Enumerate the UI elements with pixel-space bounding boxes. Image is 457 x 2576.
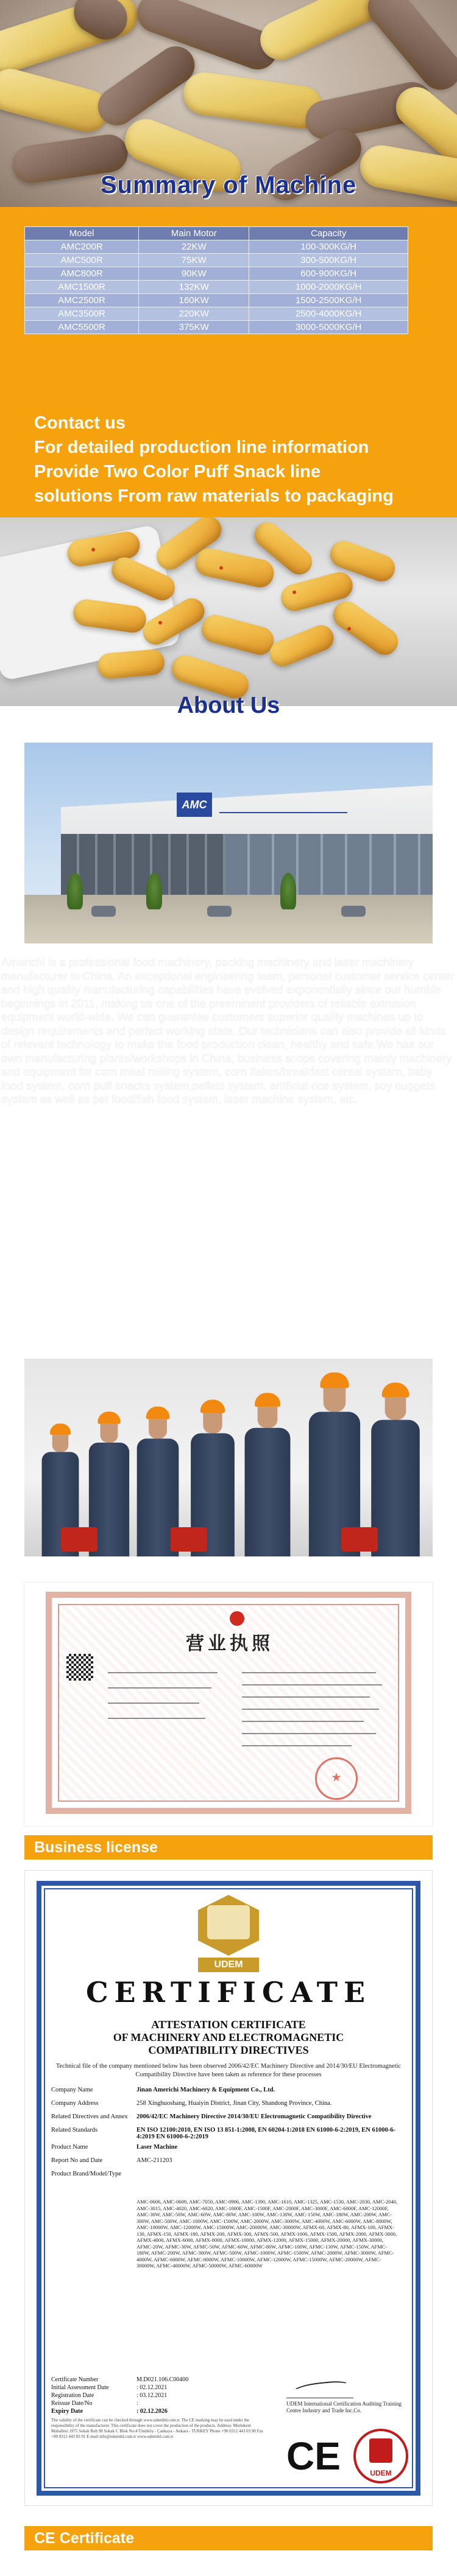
cert-date-row — [51, 2376, 264, 2384]
car-image — [91, 906, 116, 917]
certificate-note: Technical file of the company mentioned below has been observed 2006/42/EC Machinery Directive and 2014/30/EU Electromagnetic Compatibility Directive have been taken as reference for these processes — [55, 2063, 402, 2078]
cell-model: AMC200R — [25, 240, 139, 254]
cert-row — [51, 2127, 405, 2140]
cert-row — [51, 2087, 405, 2096]
license-text-line — [108, 1687, 211, 1689]
national-emblem-icon — [230, 1611, 244, 1626]
ce-certificate-label: CE Certificate — [24, 2526, 433, 2550]
seal-text: UDEM — [370, 2469, 392, 2477]
hero-banner — [0, 0, 457, 207]
cell-motor: 90KW — [139, 267, 249, 281]
header-main-motor: Main Motor — [139, 227, 249, 240]
puff-snack-image — [0, 64, 113, 136]
puff-snack-image — [180, 69, 325, 131]
table-row — [25, 254, 408, 267]
cell-motor: 22KW — [139, 240, 249, 254]
certificate-title: CERTIFICATE — [85, 1976, 372, 2009]
spice-dot — [91, 548, 95, 551]
cert-date-row — [51, 2400, 264, 2408]
certificate-dates — [51, 2376, 264, 2416]
license-title: 营业执照 — [186, 1633, 274, 1654]
contact-line: Provide Two Color Puff Snack line — [34, 462, 321, 481]
cert-key: Initial Assessment Date — [51, 2384, 109, 2391]
qr-code-icon — [66, 1654, 93, 1681]
building-glass — [225, 834, 433, 895]
cert-key: Company Address — [51, 2100, 99, 2107]
cert-key: Report No and Date — [51, 2157, 103, 2164]
puff-snack-image — [266, 621, 338, 670]
spice-dot — [292, 590, 296, 594]
cell-model: AMC1500R — [25, 281, 139, 294]
puff-snack-image — [96, 648, 165, 679]
building-windows — [61, 834, 225, 895]
header-capacity: Capacity — [249, 227, 408, 240]
contact-heading: Contact us — [34, 413, 126, 433]
license-text-line — [242, 1696, 370, 1698]
license-text-line — [242, 1721, 364, 1722]
engineer-team-photo — [24, 1359, 433, 1556]
cert-key: Certificate Number — [51, 2376, 99, 2383]
cert-row — [51, 2157, 405, 2167]
cell-motor: 220KW — [139, 307, 249, 321]
cell-motor: 132KW — [139, 281, 249, 294]
contact-line: For detailed production line information — [34, 438, 369, 457]
cert-value: : 03.12.2021 — [136, 2392, 168, 2399]
cert-key: Product Name — [51, 2144, 88, 2151]
engineer-figure — [245, 1393, 291, 1556]
cert-value: 2006/42/EC Machinery Directive 2014/30/EU Electromagnetic Compatibility Directive — [136, 2113, 372, 2120]
puff-snack-image — [199, 612, 277, 657]
cell-model: AMC2500R — [25, 294, 139, 307]
cert-row — [51, 2171, 405, 2180]
cell-motor: 75KW — [139, 254, 249, 267]
spice-dot — [219, 566, 223, 570]
engineer-line: 1. Strong analytical ability; 2. Practical ability; — [0, 1316, 225, 1329]
business-license-label: Business license — [24, 1835, 433, 1860]
machine-summary-table — [24, 226, 408, 334]
contact-block — [34, 411, 430, 508]
technical-engineer-block — [0, 1303, 457, 1344]
business-license-image — [46, 1592, 411, 1814]
engineer-line: 3. Observation ability; 4. Creativity — [0, 1330, 171, 1343]
certificate-details — [51, 2087, 405, 2184]
cert-value: 258 Xinghuoshang, Huaiyin District, Jinan City, Shandong Province, China. — [136, 2100, 332, 2107]
cell-capacity: 2500-4000KG/H — [249, 307, 408, 321]
cell-motor: 160KW — [139, 294, 249, 307]
subtitle-line: COMPATIBILITY DIRECTIVES — [148, 2044, 309, 2056]
spice-dot — [158, 621, 162, 625]
tree-image — [67, 873, 83, 909]
cert-value: : 02.12.2021 — [136, 2384, 168, 2391]
cert-row — [51, 2100, 405, 2110]
header-model: Model — [25, 227, 139, 240]
cert-key: Company Name — [51, 2087, 93, 2093]
amc-logo: AMC — [177, 793, 212, 817]
company-building-photo — [24, 743, 433, 943]
engineer-title: Technical engineer: — [0, 1303, 97, 1315]
tree-image — [146, 873, 162, 909]
signature-caption: UDEM International Certification Auditing Training Centre Industry and Trade Inc.Co. — [286, 2401, 402, 2413]
license-text-line — [242, 1684, 382, 1685]
car-image — [207, 906, 232, 917]
cert-date-row — [51, 2384, 264, 2392]
ce-mark-icon: CE — [286, 2434, 341, 2478]
puff-snack-image — [193, 546, 277, 590]
cell-model: AMC5500R — [25, 321, 139, 334]
official-seal-icon — [315, 1757, 358, 1800]
license-text-line — [242, 1709, 379, 1710]
license-text-line — [108, 1718, 205, 1719]
cell-capacity: 100-300KG/H — [249, 240, 408, 254]
cell-capacity: 300-500KG/H — [249, 254, 408, 267]
cell-capacity: 600-900KG/H — [249, 267, 408, 281]
cert-key: Reissue Date/No — [51, 2400, 93, 2407]
cell-capacity: 1500-2500KG/H — [249, 294, 408, 307]
cert-row — [51, 2144, 405, 2154]
udem-lion-emblem — [207, 1905, 250, 1939]
cert-key: Related Directives and Annex — [51, 2113, 128, 2120]
table-header-row — [25, 227, 408, 240]
certificate-subtitle — [55, 2018, 402, 2057]
cert-row — [51, 2113, 405, 2123]
summary-section — [0, 207, 457, 517]
parking-lot — [24, 895, 433, 943]
summary-title: Summary of Machine — [100, 172, 357, 198]
license-text-line — [242, 1733, 376, 1734]
cert-value: Laser Machine — [136, 2144, 178, 2151]
table-row — [25, 267, 408, 281]
table-row — [25, 307, 408, 321]
cell-capacity: 1000-2000KG/H — [249, 281, 408, 294]
license-text-line — [108, 1703, 199, 1704]
license-text-line — [242, 1672, 376, 1673]
cert-value: M.D021.106.C00400 — [136, 2376, 189, 2383]
tree-image — [280, 873, 296, 909]
cert-key: Registration Date — [51, 2392, 94, 2399]
license-text-line — [242, 1745, 352, 1746]
udem-seal-icon — [353, 2429, 408, 2483]
cert-value: Jinan Americhi Machinery & Equipment Co., Ltd. — [136, 2087, 275, 2093]
engineer-figure — [371, 1382, 420, 1556]
toolbox-image — [61, 1527, 97, 1552]
cert-value — [136, 2171, 405, 2180]
car-image — [341, 906, 366, 917]
cert-value: : — [136, 2400, 138, 2407]
cell-capacity: 3000-5000KG/H — [249, 321, 408, 334]
signature-icon — [286, 2374, 353, 2398]
cell-motor: 375KW — [139, 321, 249, 334]
about-title: About Us — [177, 693, 280, 718]
company-signboard — [219, 796, 347, 813]
cert-value: EN ISO 12100:2010, EN ISO 13 851-1:2008, EN 60204-1:2018 EN 61000-6-2:2019, EN 61000-6-4:2019 EN 61000-6-2:2019 — [136, 2127, 395, 2140]
table-row — [25, 240, 408, 254]
cell-model: AMC500R — [25, 254, 139, 267]
cert-key: Related Standards — [51, 2127, 98, 2133]
license-body — [58, 1604, 399, 1802]
cell-model: AMC3500R — [25, 307, 139, 321]
subtitle-line: OF MACHINERY AND ELECTROMAGNETIC — [113, 2031, 344, 2043]
subtitle-line: ATTESTATION CERTIFICATE — [151, 2018, 306, 2031]
cert-value: AMC-211203 — [136, 2157, 172, 2164]
certificate-small-print: The validity of the certificate can be checked through www.udemltd.com.tr. The CE marking may be used under the responsibility of the manufacturer. This certificate does not cover the production of the products. Address: Mutlukent Mahallesi 1975 Sokak Rub 98 Sokak C Blok No:4 Ümitköy - Çankaya - Ankara - TURKEY Phone +90 0312 443 03 90 Fax +90 0312 443 03 91 E-mail info@udemltd.com.tr www.udemltd.com.tr — [51, 2418, 264, 2439]
about-paragraph: Americhi is a professional food machinery, packing machinery and laser machinery manufacturer in China. An exceptional engineering team, personel customer service center and high quality manufacturing capabilities have evolved exponentially since our humble beginnings in 2011, making us one of the preeminent providers of reliable extrusion equipment world-wide. We can guarantee customers superior quality machines up to design requirements and perfect working state. Our technicians can also provide all kinds of relevant technology to make the food production clean, healthy and safe.We has our own manufacturing plants/workshops in China, business scope covering mainly machinery and equipment for corn meal milling system, corn flakes/breakfast cereal system, baby food system, corn puff snacks system,pellets system, artificial rice system, soy nuggets system as well as pet food/fish food system, laser machine system, etc. — [1, 956, 455, 1105]
cert-date-row — [51, 2392, 264, 2400]
puff-snack-image — [328, 597, 403, 660]
license-text-line — [108, 1672, 218, 1673]
cert-key: Expiry Date — [51, 2408, 83, 2415]
udem-logo-text: UDEM — [198, 1958, 259, 1972]
puff-snack-photo — [0, 517, 457, 706]
cert-value: : 02.12.2026 — [136, 2408, 168, 2415]
contact-line: solutions From raw materials to packaging — [34, 486, 394, 506]
table-row — [25, 321, 408, 334]
cell-model: AMC800R — [25, 267, 139, 281]
cert-key: Product Brand/Model/Type — [51, 2171, 122, 2177]
toolbox-image — [341, 1527, 378, 1552]
toolbox-image — [171, 1527, 207, 1552]
table-row — [25, 281, 408, 294]
spice-dot — [347, 627, 351, 631]
table-row — [25, 294, 408, 307]
cert-date-row — [51, 2408, 264, 2416]
model-list: AMC-0606, AMC-0609, AMC-7050, AMC-0906, AMC-1390, AMC-1610, AMC-1325, AMC-1530, AMC-2030, AMC-2040, AMC-3015, AMC-4020, AMC-6020, AMC-1000F, AMC-1500F, AMC-2000F, AMC-3000F, AMC-6000F, AMC-12000F, AMC-30W, AMC-50W, AMC-60W, AMC-80W, AMC-100W, AMC-130W, AMC-150W, AMC-180W, AMC-200W, AMC-300W, AMC-500W, AMC-1000W, AMC-1500W, AMC-2000W, AMC-3000W, AMC-4000W, AMC-6000W, AMC-8000W, AMC-10000W, AMC-12000W, AMC-15000W, AMC-20000W, AMC-30000W, AFMX-60, AFMX-80, AFMX-100, AFMX-130, AFMX-150, AFMX-180, AFMX-200, AFMX-300, AFMX-500, AFMX-1000, AFMX-1500, AFMX-2000, AFMX-3000, AFMX-4000, AFMX-6000, AFMX-8000, AFMX-10000, AFMX-12000, AFMX-15000, AFMX-20000, AFMX-30000, AFMC-20W, AFMC-30W, AFMC-50W, AFMC-60W, AFMC-80W, AFMC-100W, AFMC-130W, AFMC-150W, AFMC-180W, AFMC-200W, AFMC-300W, AFMC-500W, AFMC-1000W, AFMC-1500W, AFMC-2000W, AFMC-3000W, AFMC-4000W, AFMC-6000W, AFMC-8000W, AFMC-10000W, AFMC-12000W, AFMC-15000W, AFMC-20000W, AFMC-30000W, AFMC-40000W, AFMC-50000W, AFMC-60000W — [136, 2199, 398, 2269]
